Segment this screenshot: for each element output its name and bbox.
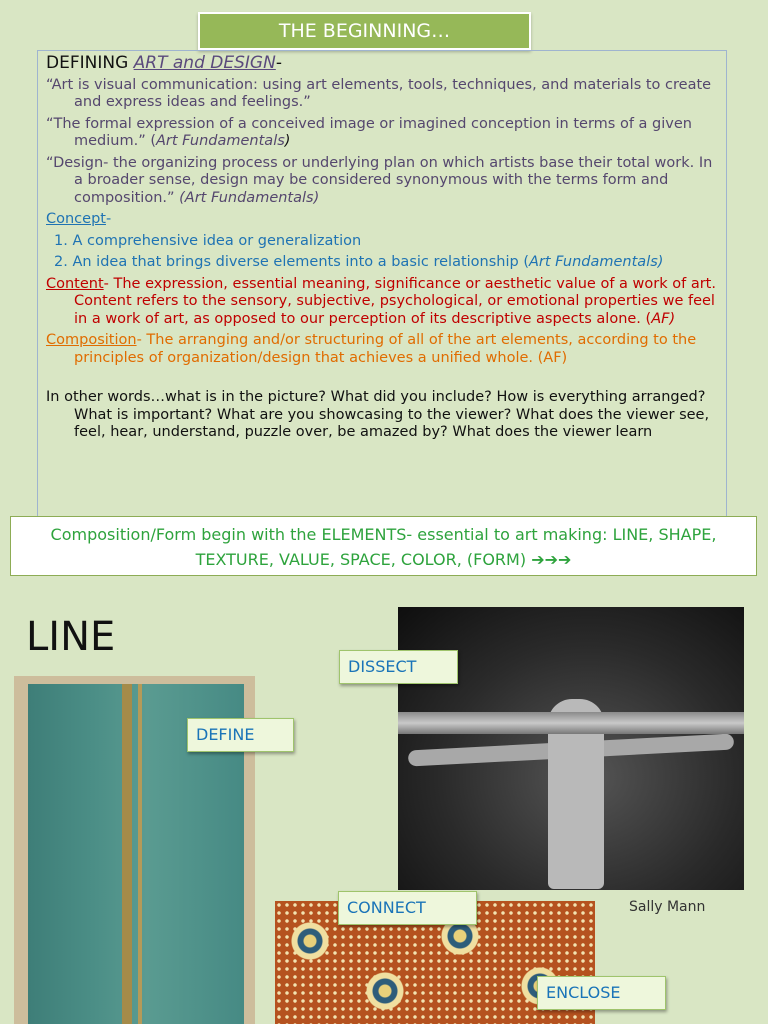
other-words-paragraph: In other words…what is in the picture? What did you include? How is everything arranged? What is important? What are you showcasing to the viewer? What does the viewer see, feel, hear, understand, puzzle over, be amazed by? What does the viewer learn xyxy=(46,389,710,440)
line-heading: LINE xyxy=(26,614,116,660)
arrow-right-icon: ➔➔➔ xyxy=(531,550,572,569)
enclose-label: ENCLOSE xyxy=(537,976,666,1010)
concept-item-1: 1. A comprehensive idea or generalization xyxy=(54,232,362,249)
formal-definition: “The formal expression of a conceived image or imagined conception in terms of a given medium.” (Art Fundamentals) xyxy=(46,115,692,149)
concept-term: Concept xyxy=(46,211,106,227)
art-definition: “Art is visual communication: using art elements, tools, techniques, and materials to create and express ideas and feelings.” xyxy=(46,76,712,110)
content-definition: Content- The expression, essential meaning, significance or aesthetic value of a work of art. Content refers to the sensory, subjective, psychological, or emotional properties we feel in a work of art, as opposed to our perception of its descriptive aspects alone. (AF) xyxy=(46,275,716,327)
definitions-box xyxy=(37,50,727,520)
photo-band xyxy=(398,712,744,734)
elements-banner: Composition/Form begin with the ELEMENTS- essential to art making: LINE, SHAPE, TEXTURE, VALUE, SPACE, COLOR, (FORM) ➔➔➔ xyxy=(10,516,757,576)
spacer xyxy=(46,371,718,389)
dissect-label: DISSECT xyxy=(339,650,458,684)
concept-item-2: 2. An idea that brings diverse elements into a basic relationship (Art Fundamentals) xyxy=(54,254,664,270)
design-definition: “Design- the organizing process or underlying plan on which artists base their total work. In a broader sense, design may be considered synonymous with the terms form and composition.” (Art Fundamentals) xyxy=(46,154,713,206)
composition-term: Composition xyxy=(46,332,137,348)
concept-definition: Concept- xyxy=(46,211,112,227)
definitions-heading: DEFINING ART and DESIGN- xyxy=(46,53,282,73)
define-label: DEFINE xyxy=(187,718,294,752)
photo-caption: Sally Mann xyxy=(629,899,706,915)
painting-stripe xyxy=(122,684,132,1024)
connect-label: CONNECT xyxy=(338,891,477,925)
painting-stripe xyxy=(138,684,142,1024)
page-title: THE BEGINNING… xyxy=(198,12,531,50)
art-and-design-term: ART and DESIGN xyxy=(133,53,276,73)
content-term: Content xyxy=(46,275,104,292)
composition-definition: Composition- The arranging and/or structuring of all of the art elements, according to the principles of organization/design that achieves a unified whole. (AF) xyxy=(46,332,697,366)
